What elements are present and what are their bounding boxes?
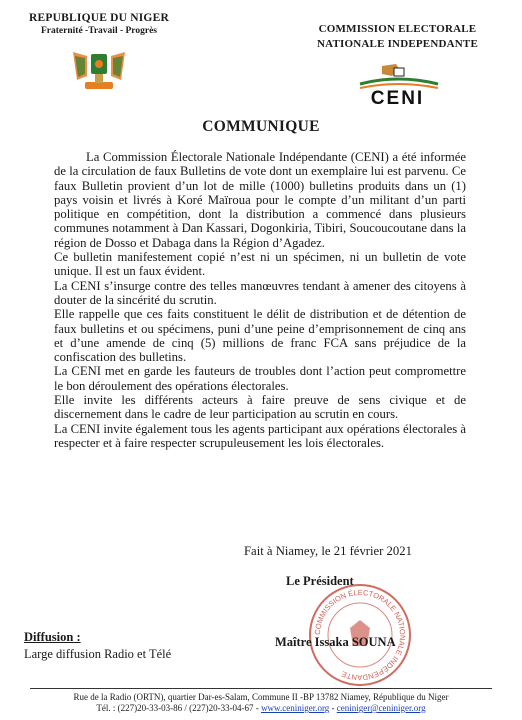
diffusion-colon: : [73,630,81,644]
footer-contacts [0,703,522,714]
niger-coat-of-arms-icon [69,46,129,96]
place-and-date: Fait à Niamey, le 21 février 2021 [244,544,412,558]
footer-address: Rue de la Radio (ORTN), quartier Dar-es-Salam, Commune II -BP 13782 Niamey, République du Niger [73,692,449,702]
paragraph-4: Elle rappelle que ces faits constituent le délit de distribution et de détention de faux bulletins et ou spécimens, puni d’une peine d’emprisonnement de cinq ans et d’une amende de cinq (5) millions de franc FCA sans préjudice de la confiscation des bulletins. [54,307,466,365]
paragraph-6: Elle invite les différents acteurs à faire preuve de sens civique et de discernement dans le cadre de leur participation au scrutin en cours. [54,393,466,422]
paragraph-3: La CENI s’insurge contre des telles manœuvres tendant à amener des citoyens à douter de la sincérité du scrutin. [54,278,466,307]
ceni-logo-text: CENI [370,88,425,109]
country-motto: Fraternité -Travail - Progrès [41,26,157,36]
header-left [14,12,184,96]
diffusion-label [24,630,81,645]
diffusion-label-text: Diffusion [24,630,74,644]
footer-website-link[interactable]: www.ceniniger.org [261,703,330,713]
president-title: Le Président [286,574,354,588]
stamp-text: COMMISSION ÉLECTORALE NATIONALE INDÉPENDANTE [312,587,408,683]
paragraph-5: La CENI met en garde les fauteurs de troubles dont l’action peut compromettre le bon déroulement des opérations électorales. [54,364,466,393]
footer-separator: - [331,703,335,713]
footer-phone: Tél. : (227)20-33-03-86 / (227)20-33-04-67 - [96,703,259,713]
paragraph-2: Ce bulletin manifestement copié n’est ni un spécimen, ni un bulletin de vote unique. Il est un faux évident. [54,250,466,279]
diffusion-text: Large diffusion Radio et Télé [24,647,172,661]
ceni-logo [352,62,444,118]
country-name: REPUBLIQUE DU NIGER [29,12,169,24]
document-title: COMMUNIQUE [202,118,320,135]
signer-name: Maître Issaka SOUNA [275,635,396,649]
paragraph-7: La CENI invite également tous les agents participant aux opérations électorales à respecter et à faire respecter scrupuleusement les lois électorales. [54,421,466,450]
footer-divider [30,688,492,689]
commission-name-line1: COMMISSION ELECTORALE [318,23,477,35]
paragraph-1: La Commission Électorale Nationale Indépendante (CENI) a été informée de la circulation de faux Bulletins de vote dont un exemplaire lui est parvenu. Ce faux Bulletin provient d’un lot de mille (1000) bulletins produits dans un (1) pays voisin et livrés à Koré Maïroua pour le compte d’un militant d’un parti politique en compétition, dont la distribution a commencé dans plusieurs communes notamment à Dan Kassari, Dogonkiria, Tibiri, Soucoucoutane dans la région de Dosso et Dabaga dans la Région d’Agadez. [54,150,466,250]
footer-email-link[interactable]: ceniniger@ceniniger.org [336,703,426,713]
communique-body [54,150,466,450]
footer [0,692,522,714]
commission-name-line2: NATIONALE INDEPENDANTE [317,38,478,50]
header-right [310,22,485,118]
